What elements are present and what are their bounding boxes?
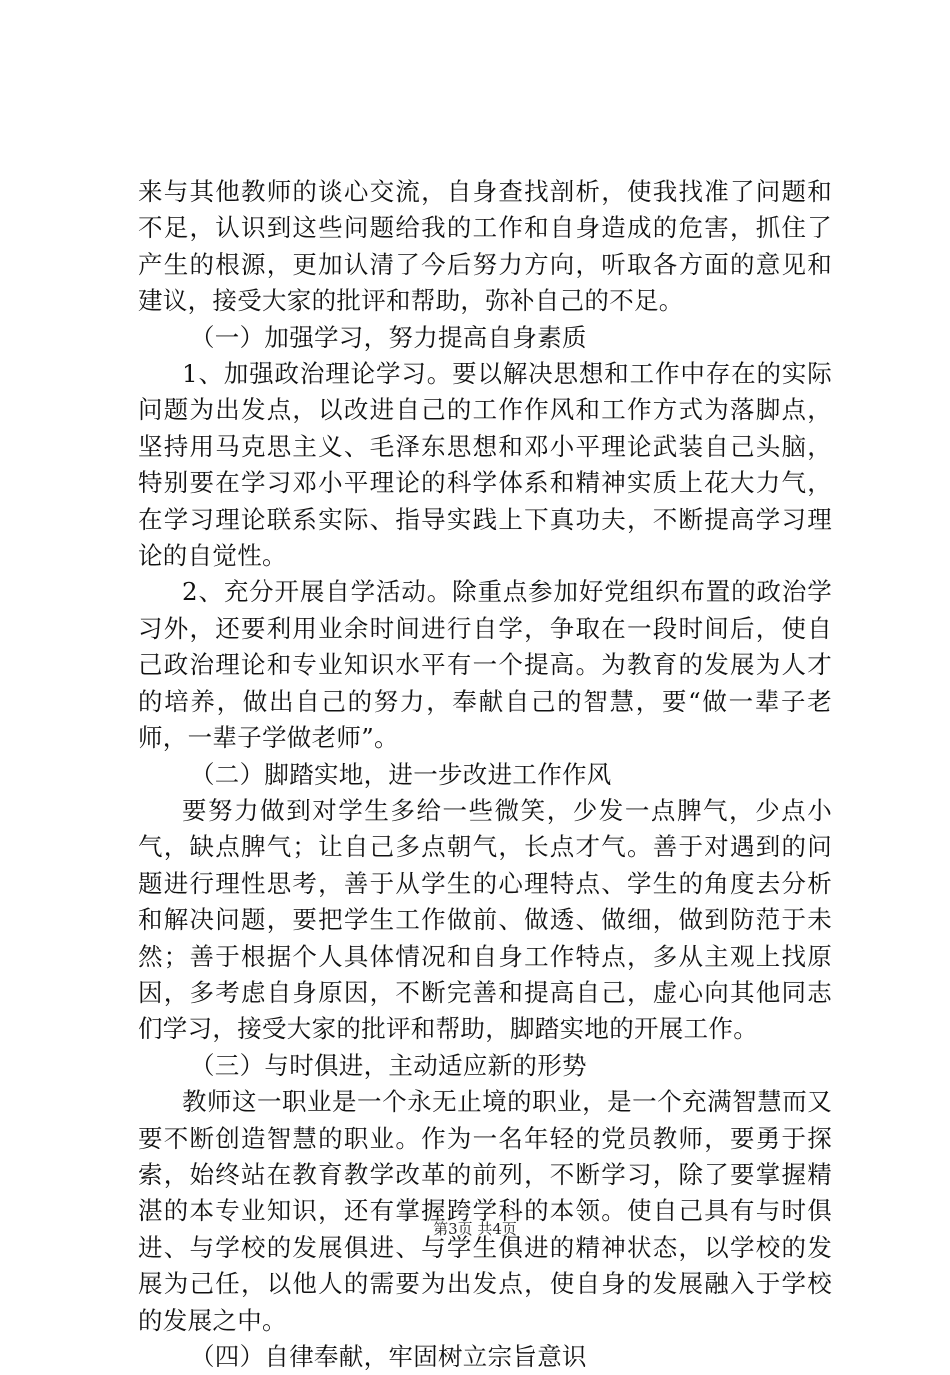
paragraph-keep-pace: 教师这一职业是一个永无止境的职业，是一个充满智慧而又要不断创造智慧的职业。作为一名年轻的党员教师，要勇于探索，始终站在教育教学改革的前列，不断学习，除了要掌握精湛的本专业知识，还有掌握跨学科的本领。使自己具有与时俱进、与学校的发展俱进、与学生俱进的精神状态，以学校的发展为己任，以他人的需要为出发点，使自身的发展融入于学校的发展之中。	[138, 1087, 832, 1335]
section-heading-2: （二）脚踏实地，进一步改进工作作风	[190, 759, 612, 789]
document-body	[138, 174, 832, 1375]
paragraph-work-style: 要努力做到对学生多给一些微笑，少发一点脾气，少点小气，缺点脾气；让自己多点朝气，长点才气。善于对遇到的问题进行理性思考，善于从学生的心理特点、学生的角度去分析和解决问题，要把学生工作做前、做透、做细，做到防范于未然；善于根据个人具体情况和自身工作特点，多从主观上找原因，多考虑自身原因，不断完善和提高自己，虚心向其他同志们学习，接受大家的批评和帮助，脚踏实地的开展工作。	[138, 795, 832, 1044]
paragraph-self-study: 2、充分开展自学活动。除重点参加好党组织布置的政治学习外，还要利用业余时间进行自学，争取在一段时间后，使自己政治理论和专业知识水平有一个提高。为教育的发展为人才的培养，做出自己的努力，奉献自己的智慧，要“做一辈子老师，一辈子学做老师”。	[138, 577, 832, 753]
section-heading-4: （四）自律奉献，牢固树立宗旨意识	[190, 1342, 587, 1371]
paragraph-political-study: 1、加强政治理论学习。要以解决思想和工作中存在的实际问题为出发点，以改进自己的工作作风和工作方式为落脚点，坚持用马克思主义、毛泽东思想和邓小平理论武装自己头脑，特别要在学习邓小平理论的科学体系和精神实质上花大力气，在学习理论联系实际、指导实践上下真功夫，不断提高学习理论的自觉性。	[138, 359, 832, 571]
section-heading-3: （三）与时俱进，主动适应新的形势	[190, 1050, 587, 1080]
section-heading-1: （一）加强学习，努力提高自身素质	[190, 322, 587, 352]
page-number-footer: 第3页 共4页	[433, 1220, 517, 1238]
paragraph-continuation: 来与其他教师的谈心交流，自身查找剖析，使我找准了问题和不足，认识到这些问题给我的工作和自身造成的危害，抓住了产生的根源，更加认清了今后努力方向，听取各方面的意见和建议，接受大家的批评和帮助，弥补自己的不足。	[138, 177, 832, 316]
